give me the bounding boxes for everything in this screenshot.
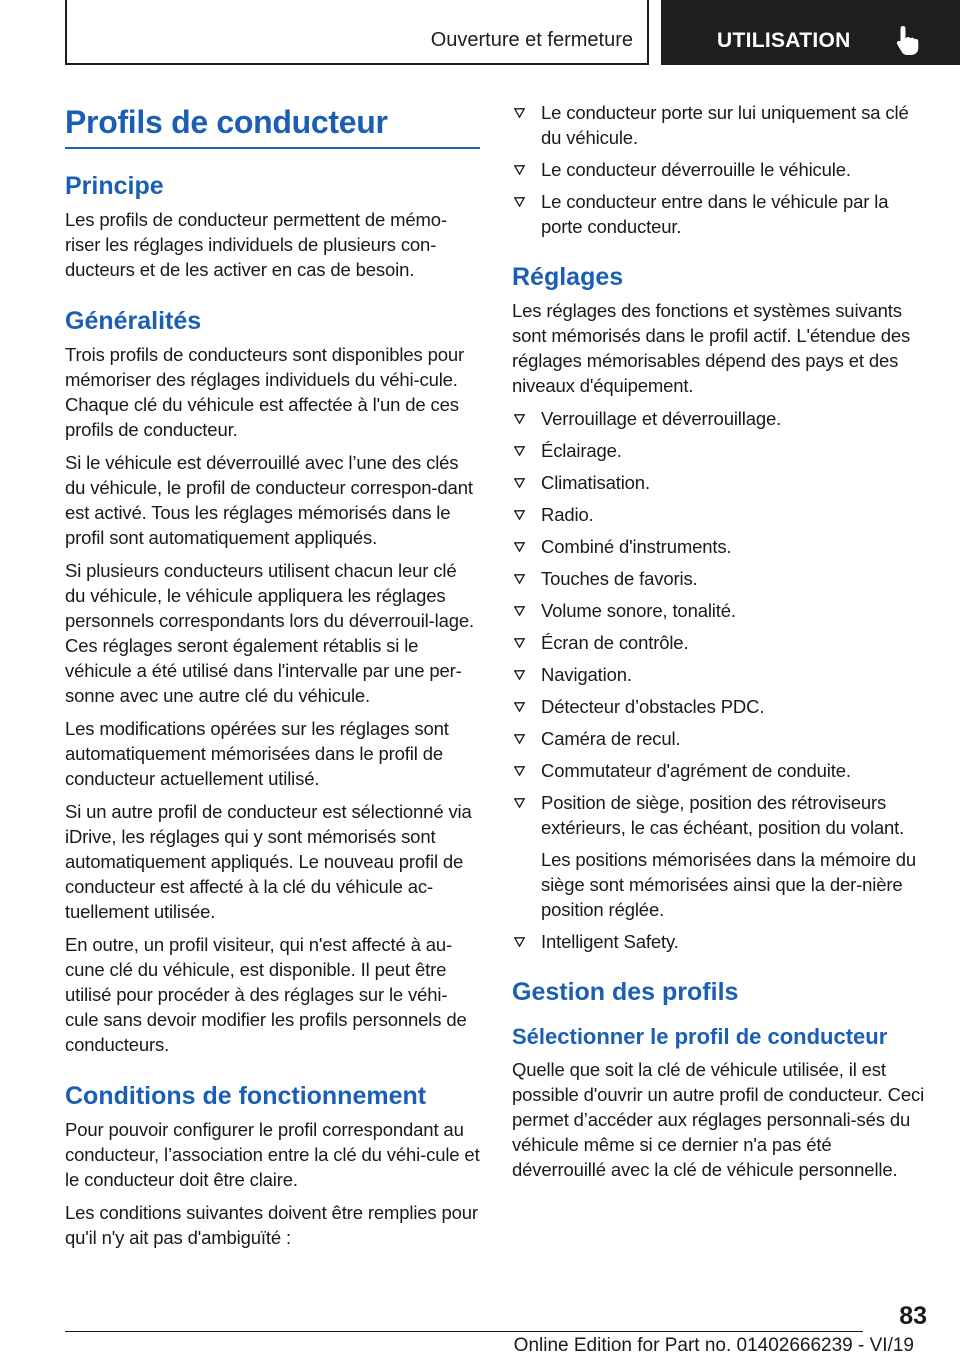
- list-item: Caméra de recul.: [512, 726, 927, 751]
- triangle-bullet-icon: [514, 542, 525, 552]
- triangle-bullet-icon: [514, 108, 525, 118]
- header-chapter-label: UTILISATION: [717, 29, 851, 52]
- list-item: Écran de contrôle.: [512, 630, 927, 655]
- settings-list-last: [512, 929, 927, 954]
- triangle-bullet-icon: [514, 702, 525, 712]
- header-section-title: Ouverture et fermeture: [430, 29, 633, 51]
- paragraph: En outre, un profil visiteur, qui n'est affecté à au-cune clé du véhicule, est disponible. Il peut être utilisé pour procéder à des réglages sur le véhi-cule sans devoir modifier les profils personnels de conducteurs.: [65, 934, 467, 1055]
- triangle-bullet-icon: [514, 165, 525, 175]
- header-section-box: [65, 0, 649, 65]
- list-sub-note: Les positions mémorisées dans la mémoire du siège sont mémorisées ainsi que la der-nière position réglée.: [541, 849, 917, 920]
- triangle-bullet-icon: [514, 510, 525, 520]
- paragraph: Les réglages des fonctions et systèmes suivants sont mémorisés dans le profil actif. L'étendue des réglages mémorisables dépend des pays et des niveaux d'équipement.: [512, 300, 911, 396]
- list-item: Climatisation.: [512, 470, 927, 495]
- triangle-bullet-icon: [514, 798, 525, 808]
- page-number: 83: [899, 1302, 927, 1330]
- list-item: Le conducteur entre dans le véhicule par la porte conducteur.: [512, 189, 927, 239]
- settings-list: [512, 406, 927, 840]
- heading-conditions: Conditions de fonctionnement: [65, 1082, 427, 1110]
- triangle-bullet-icon: [514, 478, 525, 488]
- left-column: [65, 100, 480, 1258]
- list-item: Le conducteur porte sur lui uniquement sa clé du véhicule.: [512, 100, 927, 150]
- triangle-bullet-icon: [514, 670, 525, 680]
- triangle-bullet-icon: [514, 937, 525, 947]
- triangle-bullet-icon: [514, 197, 525, 207]
- list-item: Combiné d'instruments.: [512, 534, 927, 559]
- title-underline: [65, 147, 480, 149]
- list-item: Navigation.: [512, 662, 927, 687]
- subheading-selectionner: Sélectionner le profil de conducteur: [512, 1024, 888, 1049]
- paragraph: Les profils de conducteur permettent de mémo-riser les réglages individuels de plusieurs con-ducteurs et de les activer en cas de besoin.: [65, 209, 447, 280]
- list-item: Éclairage.: [512, 438, 927, 463]
- triangle-bullet-icon: [514, 446, 525, 456]
- triangle-bullet-icon: [514, 414, 525, 424]
- paragraph: Les conditions suivantes doivent être remplies pour qu'il n'y ait pas d'ambiguïté :: [65, 1202, 478, 1248]
- paragraph: Pour pouvoir configurer le profil correspondant au conducteur, l’association entre la clé du véhi-cule et le conducteur doit être claire.: [65, 1119, 480, 1190]
- list-item: Intelligent Safety.: [512, 929, 927, 954]
- list-item: Détecteur d’obstacles PDC.: [512, 694, 927, 719]
- heading-reglages: Réglages: [512, 263, 624, 291]
- list-item: Le conducteur déverrouille le véhicule.: [512, 157, 927, 182]
- paragraph: Quelle que soit la clé de véhicule utilisée, il est possible d'ouvrir un autre profil de conducteur. Ceci permet d’accéder aux réglages personnali-sés du véhicule même si ce dernier n'a pas été déverrouillé avec la clé de véhicule personnelle.: [512, 1059, 925, 1180]
- heading-generalites: Généralités: [65, 307, 202, 335]
- list-item: Verrouillage et déverrouillage.: [512, 406, 927, 431]
- triangle-bullet-icon: [514, 734, 525, 744]
- triangle-bullet-icon: [514, 606, 525, 616]
- heading-gestion: Gestion des profils: [512, 978, 739, 1006]
- triangle-bullet-icon: [514, 574, 525, 584]
- list-item: Radio.: [512, 502, 927, 527]
- paragraph: Les modifications opérées sur les réglages sont automatiquement mémorisées dans le profil de conducteur actuellement utilisé.: [65, 718, 449, 789]
- triangle-bullet-icon: [514, 766, 525, 776]
- paragraph: Trois profils de conducteurs sont disponibles pour mémoriser des réglages individuels du véhi-cule. Chaque clé du véhicule est affectée à l'un de ces profils de conducteur.: [65, 344, 465, 440]
- paragraph: Si le véhicule est déverrouillé avec l’une des clés du véhicule, le profil de conducteur correspon-dant est activé. Tous les réglages mémorisés dans le profil sont automatiquement appliqués.: [65, 452, 473, 548]
- page-title: Profils de conducteur: [65, 104, 388, 140]
- paragraph: Si un autre profil de conducteur est sélectionné via iDrive, les réglages qui y sont mémorisés sont automatiquement appliqués. Le nouveau profil de conducteur est affecté à la clé du véhicule ac-tuellement utilisée.: [65, 801, 472, 922]
- list-item: Commutateur d'agrément de conduite.: [512, 758, 927, 783]
- right-column: [512, 100, 927, 1190]
- header-chapter-tab: [661, 0, 960, 65]
- list-item: Volume sonore, tonalité.: [512, 598, 927, 623]
- conditions-list: [512, 100, 927, 239]
- paragraph: Si plusieurs conducteurs utilisent chacun leur clé du véhicule, le véhicule appliquera les réglages personnels correspondants lors du déverrouil-lage. Ces réglages seront également rétablis si le véhicule a été utilisé dans l'intervalle par une per-sonne avec une autre clé du véhicule.: [65, 560, 474, 706]
- list-item: Position de siège, position des rétroviseurs extérieurs, le cas échéant, position du volant.: [512, 790, 927, 840]
- pointing-hand-icon: [894, 24, 922, 56]
- footer-edition: Online Edition for Part no. 01402666239 - VI/19: [513, 1335, 914, 1356]
- heading-principe: Principe: [65, 172, 164, 200]
- list-item: Touches de favoris.: [512, 566, 927, 591]
- footer-rule: [65, 1331, 863, 1332]
- triangle-bullet-icon: [514, 638, 525, 648]
